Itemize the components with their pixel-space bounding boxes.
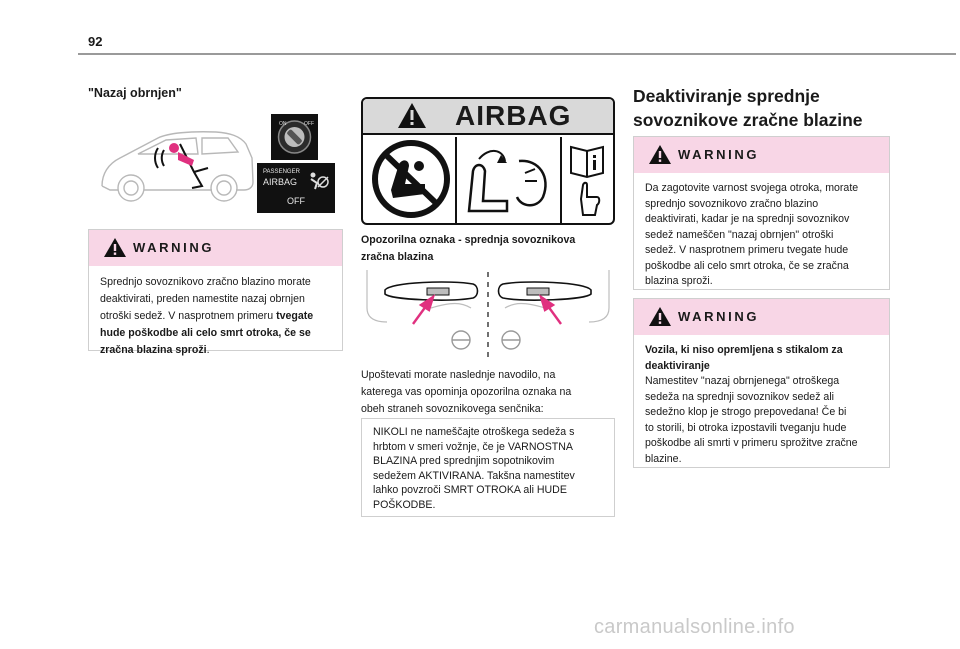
section-title (633, 84, 863, 132)
notice-line-6: POŠKODBE. (373, 498, 436, 511)
svg-text:ON: ON (279, 121, 287, 127)
svg-text:OFF: OFF (304, 121, 314, 127)
warning-bold-line-1: Vozila, ki niso opremljena s stikalom za (645, 344, 843, 356)
instruction-paragraph (361, 367, 615, 418)
notice-line-5: lahko povzroči SMRT OTROKA ali HUDE (373, 484, 567, 496)
warning-line-6: poškodbe ali celo smrt otroka, če se zračna (645, 259, 849, 272)
section-heading: "Nazaj obrnjen" (88, 86, 182, 100)
warning-triangle-icon (648, 306, 672, 327)
page-number: 92 (88, 34, 103, 49)
indicator-off-text: OFF (287, 196, 305, 206)
passenger-airbag-off-indicator (257, 163, 335, 213)
warning-line-1: Da zagotovite varnost svojega otroka, morate (645, 182, 859, 194)
no-child-seat-icon (369, 138, 453, 220)
warning-line-6: blazine. (645, 452, 682, 465)
warning-text (89, 266, 342, 369)
watermark: carmanualsonline.info (594, 616, 795, 638)
indicator-passenger-text: PASSENGER (263, 169, 300, 175)
warning-triangle-icon (648, 144, 672, 165)
warning-bold-line-2: deaktiviranje (645, 359, 710, 372)
airbag-person-icon (307, 171, 331, 193)
warning-box-no-switch (633, 298, 890, 468)
warning-header (634, 137, 889, 173)
hand-pointing-icon (575, 181, 603, 217)
notice-line-1: NIKOLI ne nameščajte otroškega sedeža s (373, 426, 575, 438)
warning-header (634, 299, 889, 335)
airbag-switch-image (271, 114, 318, 160)
title-line-1: Deaktiviranje sprednje (633, 86, 820, 106)
warning-box-deactivate (633, 136, 890, 290)
manual-info-icon (567, 143, 607, 179)
car-child-seat-illustration (98, 124, 256, 208)
warning-box-rear-facing (88, 229, 343, 356)
figure-caption (361, 232, 575, 266)
warning-line-7: blazina sproži. (645, 275, 713, 287)
warning-text (634, 335, 889, 477)
seat-airbag-deploy-icon (459, 141, 559, 221)
header-rule (78, 53, 956, 55)
notice-line-2: hrbtom v smeri vožnje, če je VARNOSTNA (373, 440, 573, 453)
warning-line-1: Namestitev "nazaj obrnjenega" otroškega (645, 375, 840, 387)
indicator-airbag-text: AIRBAG (263, 177, 298, 187)
instruction-line-2: katerega vas opominja opozorilna oznaka na (361, 386, 572, 398)
caption-line-1: Opozorilna oznaka - sprednja sovoznikova (361, 234, 576, 246)
airbag-label-triangle-icon (397, 102, 427, 130)
notice-line-3: BLAZINA pred sprednjim sopotnikovim (373, 455, 555, 467)
warning-line-3: sedežno klop je strogo prepovedana! Če bi (645, 406, 847, 418)
warning-line-4: sedež nameščen "nazaj obrnjen" otroški (645, 228, 834, 241)
warning-line-4: to storili, bi otroka izpostavili tveganju hude (645, 421, 847, 434)
warning-triangle-icon (103, 237, 127, 258)
notice-line-4: sedežem AKTIVIRANA. Takšna namestitev (373, 469, 575, 482)
never-install-notice (361, 418, 615, 517)
warning-line-3: deaktivirati, kadar je na sprednji sovoznikov (645, 213, 850, 225)
caption-line-2: zračna blazina (361, 251, 434, 263)
warning-line-2: sedeža na sprednji sovoznikov sedež ali (645, 390, 835, 403)
label-divider (455, 137, 457, 223)
warning-title: WARNING (678, 309, 760, 324)
warning-title: WARNING (133, 240, 215, 255)
warning-title: WARNING (678, 147, 760, 162)
warning-line-5: sedež. V nasprotnem primeru tvegate hude (645, 244, 849, 256)
title-line-2: sovoznikove zračne blazine (633, 110, 863, 130)
instruction-line-1: Upoštevati morate naslednje navodilo, na (361, 369, 556, 381)
warning-line-5: poškodbe ali smrti v primeru sprožitve zračne (645, 437, 858, 449)
warning-text (634, 173, 889, 300)
airbag-label-text: AIRBAG (455, 100, 572, 131)
warning-text-part1: Sprednjo sovoznikovo zračno blazino morate deaktivirati, preden namestite nazaj obrnjen otroški sedež. V nasprotnem primeru (100, 276, 311, 322)
warning-text-part2: . (206, 344, 210, 356)
instruction-line-3: obeh straneh sovoznikovega senčnika: (361, 403, 544, 415)
warning-line-2: sprednjo sovoznikovo zračno blazino (645, 197, 819, 210)
warning-text-bold: tvegate hude poškodbe ali celo smrt otroka, če se zračna blazina sproži (100, 310, 314, 356)
sun-visor-label-illustration (361, 268, 615, 360)
warning-header (89, 230, 342, 266)
airbag-warning-label-image (361, 97, 615, 225)
label-divider-2 (560, 137, 562, 223)
